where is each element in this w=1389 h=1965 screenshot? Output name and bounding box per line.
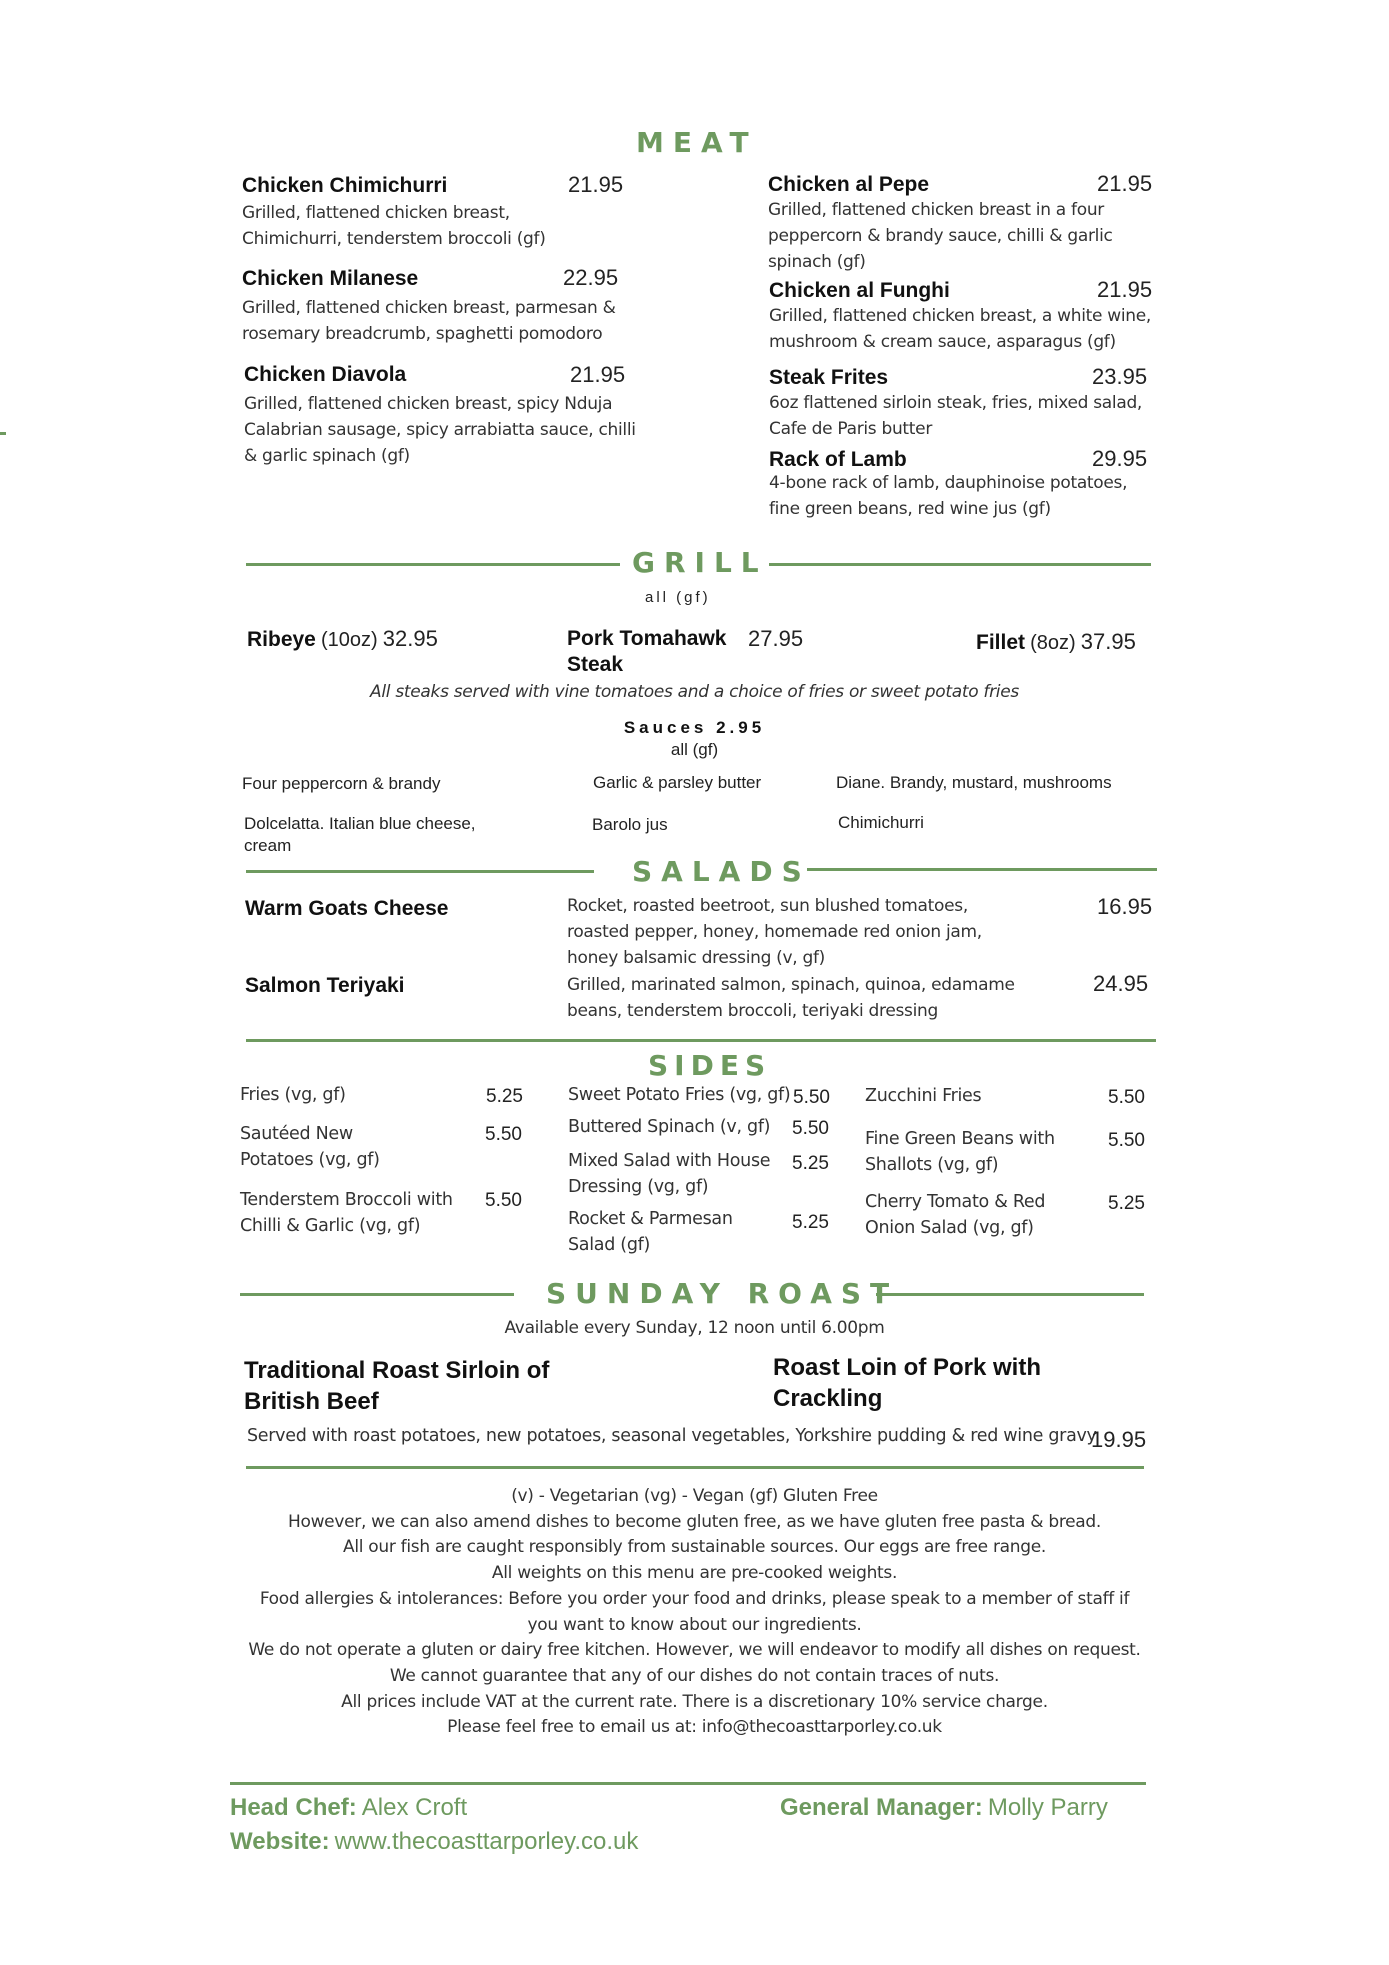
side-item: Rocket & Parmesan Salad (gf) [568, 1209, 733, 1255]
side-item: Fries (vg, gf) [240, 1085, 346, 1105]
dish-price: 23.95 [1092, 364, 1148, 389]
website-link[interactable]: www.thecoasttarporley.co.uk [334, 1828, 639, 1855]
footer-general-manager: General Manager: Molly Parry [780, 1794, 1108, 1821]
dish-price: 21.95 [1097, 171, 1153, 196]
dish-name: Chicken al Pepe [768, 173, 930, 196]
dish-desc: Grilled, marinated salmon, spinach, quinoa, edamame beans, tenderstem broccoli, teriyaki dressing [567, 975, 1015, 1021]
divider-line [246, 563, 620, 566]
notes-line: you want to know about our ingredients. [527, 1614, 862, 1635]
grill-pork-price: 27.95 [748, 626, 804, 651]
side-price: 5.50 [793, 1087, 830, 1108]
footer-head-chef: Head Chef: Alex Croft [230, 1794, 468, 1821]
side-price: 5.50 [1108, 1087, 1145, 1108]
divider-line [246, 1039, 1156, 1042]
dish-price: 21.95 [568, 172, 624, 197]
dish-price: 21.95 [1097, 277, 1153, 302]
dish-name: Chicken Milanese [242, 267, 419, 290]
side-price: 5.50 [792, 1118, 829, 1139]
side-price: 5.25 [792, 1212, 829, 1233]
side-price: 5.25 [792, 1153, 829, 1174]
roast-served: Served with roast potatoes, new potatoes, seasonal vegetables, Yorkshire pudding & red wine gravy [247, 1426, 1097, 1446]
divider-line [807, 868, 1157, 871]
divider-line [246, 870, 594, 873]
side-item: Mixed Salad with House Dressing (vg, gf) [568, 1151, 771, 1197]
divider-line [246, 1466, 1144, 1469]
dish-price: 24.95 [1093, 971, 1149, 996]
dish-desc: Grilled, flattened chicken breast, Chimichurri, tenderstem broccoli (gf) [242, 203, 546, 249]
notes-line: Food allergies & intolerances: Before you order your food and drinks, please speak to a member of staff if [259, 1588, 1130, 1609]
notes-line: All our fish are caught responsibly from sustainable sources. Our eggs are free range. [343, 1537, 1046, 1558]
meat-title: MEAT [636, 126, 758, 159]
side-price: 5.25 [1108, 1193, 1145, 1214]
side-price: 5.50 [485, 1190, 522, 1211]
sauce-item: Garlic & parsley butter [593, 773, 762, 792]
notes-line: We do not operate a gluten or dairy free kitchen. However, we will endeavor to modify all dishes on request. [248, 1640, 1141, 1661]
grill-title: GRILL [632, 546, 768, 579]
roast-availability: Available every Sunday, 12 noon until 6.00pm [504, 1318, 885, 1338]
dish-price: 16.95 [1097, 894, 1153, 919]
dish-desc: Grilled, flattened chicken breast, a white wine, mushroom & cream sauce, asparagus (gf) [769, 306, 1152, 352]
dish-name: Chicken al Funghi [769, 279, 950, 302]
sauce-item: Chimichurri [838, 813, 924, 832]
dish-desc: Rocket, roasted beetroot, sun blushed tomatoes, roasted pepper, honey, homemade red onion jam, honey balsamic dressing (v, gf) [567, 896, 982, 968]
roast-item: Traditional Roast Sirloin of British Beef [244, 1357, 550, 1415]
notes-line: Please feel free to email us at: info@thecoasttarporley.co.uk [447, 1717, 942, 1738]
side-item: Buttered Spinach (v, gf) [568, 1117, 771, 1137]
dish-name: Chicken Chimichurri [242, 174, 448, 197]
dish-name: Steak Frites [769, 366, 889, 389]
dish-price: 29.95 [1092, 446, 1148, 471]
side-item: Sweet Potato Fries (vg, gf) [568, 1085, 791, 1105]
side-price: 5.50 [485, 1124, 522, 1145]
divider-line [230, 1782, 1146, 1785]
divider-line [876, 1293, 1144, 1296]
notes-line: However, we can also amend dishes to become gluten free, as we have gluten free pasta & bread. [287, 1511, 1102, 1532]
footer-website: Website: www.thecoasttarporley.co.uk [230, 1828, 639, 1855]
divider-line [240, 1293, 514, 1296]
grill-fillet: Fillet (8oz) 37.95 [976, 629, 1136, 654]
notes-line: All prices include VAT at the current rate. There is a discretionary 10% service charge. [341, 1691, 1048, 1712]
grill-pork-name: Pork Tomahawk Steak [567, 627, 727, 676]
notes-line: We cannot guarantee that any of our dishes do not contain traces of nuts. [389, 1665, 1000, 1686]
dish-price: 21.95 [570, 362, 626, 387]
dish-desc: 6oz flattened sirloin steak, fries, mixed salad, Cafe de Paris butter [769, 393, 1143, 439]
grill-note: All steaks served with vine tomatoes and a choice of fries or sweet potato fries [370, 682, 1019, 702]
sauce-item: Dolcelatta. Italian blue cheese, cream [244, 814, 476, 855]
sauce-item: Barolo jus [592, 815, 668, 834]
side-item: Tenderstem Broccoli with Chilli & Garlic (vg, gf) [240, 1190, 453, 1236]
grill-subtitle: all (gf) [645, 589, 711, 606]
dish-price: 22.95 [563, 265, 619, 290]
notes-line: All weights on this menu are pre-cooked weights. [491, 1563, 898, 1584]
dish-name: Chicken Diavola [244, 363, 407, 386]
notes-line: (v) - Vegetarian (vg) - Vegan (gf) Gluten Free [511, 1486, 878, 1506]
sauce-item: Diane. Brandy, mustard, mushrooms [836, 773, 1112, 792]
side-item: Sautéed New Potatoes (vg, gf) [240, 1124, 380, 1170]
roast-item: Roast Loin of Pork with Crackling [773, 1354, 1041, 1412]
notes-block [0, 1484, 1389, 1741]
side-price: 5.25 [486, 1086, 523, 1107]
salads-title: SALADS [632, 855, 811, 888]
side-item: Cherry Tomato & Red Onion Salad (vg, gf) [865, 1192, 1046, 1238]
dish-desc: Grilled, flattened chicken breast, spicy Nduja Calabrian sausage, spicy arrabiatta sauce, chilli & garlic spinach (gf) [244, 394, 636, 466]
sauce-item: Four peppercorn & brandy [242, 774, 441, 793]
dish-desc: Grilled, flattened chicken breast in a four peppercorn & brandy sauce, chilli & garlic spinach (gf) [768, 200, 1113, 272]
side-item: Fine Green Beans with Shallots (vg, gf) [865, 1129, 1055, 1175]
dish-desc: Grilled, flattened chicken breast, parmesan & rosemary breadcrumb, spaghetti pomodoro [242, 298, 616, 344]
dish-name: Salmon Teriyaki [245, 974, 405, 997]
side-item: Zucchini Fries [865, 1086, 982, 1106]
side-price: 5.50 [1108, 1130, 1145, 1151]
dish-name: Rack of Lamb [769, 448, 907, 471]
roast-price: 19.95 [1091, 1427, 1147, 1452]
grill-ribeye: Ribeye (10oz) 32.95 [247, 626, 438, 651]
edge-mark [0, 432, 6, 435]
sauces-subtitle: all (gf) [670, 740, 719, 759]
dish-name: Warm Goats Cheese [245, 897, 449, 920]
sauces-title: Sauces 2.95 [623, 718, 766, 737]
roast-title: SUNDAY ROAST [546, 1277, 899, 1310]
divider-line [769, 563, 1151, 566]
sides-title: SIDES [648, 1049, 772, 1082]
dish-desc: 4-bone rack of lamb, dauphinoise potatoes, fine green beans, red wine jus (gf) [769, 473, 1128, 519]
